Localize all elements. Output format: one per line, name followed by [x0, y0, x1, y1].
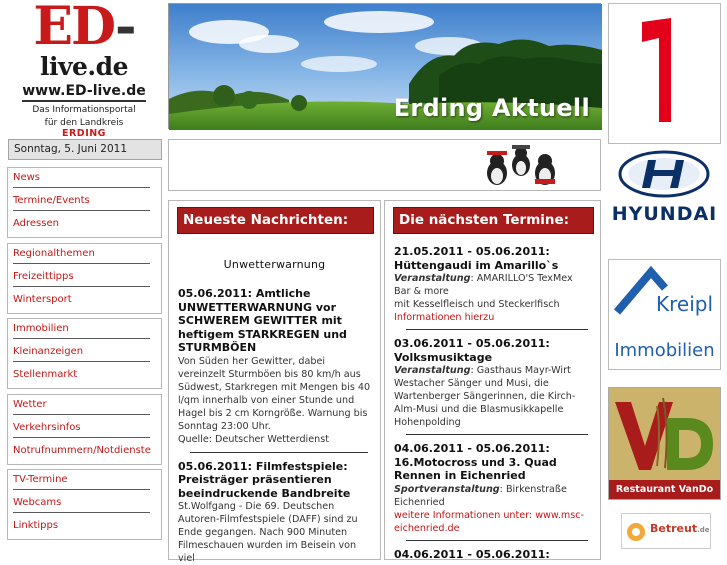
event-item[interactable] [394, 337, 591, 429]
hyundai-logo-icon [608, 148, 721, 203]
logo-live: live.de [8, 54, 160, 80]
site-logo[interactable] [8, 2, 160, 134]
nav-item-wetter[interactable]: Wetter [8, 395, 161, 418]
event-title[interactable]: 04.06.2011 - 05.06.2011: 16.Motocross und 3. Quad Rennen in Eichenried [394, 442, 591, 483]
event-title[interactable]: 04.06.2011 - 05.06.2011: [394, 548, 591, 562]
nav-item-news[interactable]: News [8, 168, 161, 191]
news-item-text: St.Wolfgang - Die 69. Deutschen Autoren-Filmfestspiele (DAFF) sind zu Ende gegangen. Nach 900 Minuten Filmeschauen wurden im Beisein von viel [178, 500, 371, 565]
nav-item-adressen[interactable]: Adressen [8, 214, 161, 237]
event-title[interactable]: 21.05.2011 - 05.06.2011: Hüttengaudi im Amarillo`s [394, 245, 591, 272]
vando-label: Restaurant VanDo [609, 480, 720, 499]
svg-text:1: 1 [652, 121, 653, 123]
news-section-heading: Unwetterwarnung [178, 258, 371, 271]
one-logo-icon [609, 4, 722, 145]
ad-betreut[interactable] [621, 513, 711, 549]
news-item-title[interactable]: 05.06.2011: Filmfestspiele: Preisträger präsentieren beeindruckende Bandbreite [178, 460, 371, 501]
kreipl-subtitle: Immobilien [609, 340, 720, 361]
logo-brand: ED- [8, 2, 160, 52]
event-title[interactable]: 03.06.2011 - 05.06.2011: Volksmusiktage [394, 337, 591, 364]
news-item-text: Von Süden her Gewitter, dabei vereinzelt Sturmböen bis 80 km/h aus Südwest, Starkregen mit Mengen bis 40 l/qm innerhalb von einer Stunde und Hagel bis 2 cm Korngröße. Warnung bis Sonntag 23:00 Uhr. [178, 355, 371, 433]
nav-item-notrufnummern[interactable]: Notrufnummern/Notdienste [8, 441, 161, 464]
nav-item-stellenmarkt[interactable]: Stellenmarkt [8, 365, 161, 388]
news-column [168, 200, 381, 560]
nav-item-termine-events[interactable]: Termine/Events [8, 191, 161, 214]
nav-item-immobilien[interactable]: Immobilien [8, 319, 161, 342]
nav-item-wintersport[interactable]: Wintersport [8, 290, 161, 313]
nav-item-verkehrsinfos[interactable]: Verkehrsinfos [8, 418, 161, 441]
ad-strip[interactable] [168, 139, 601, 191]
event-venue: Veranstaltung: Gasthaus Mayr-Wirt [394, 364, 591, 377]
event-description: mit Kesselfleisch und Steckerlfisch [394, 298, 591, 311]
current-date: Sonntag, 5. Juni 2011 [8, 139, 162, 160]
nav-item-regionalthemen[interactable]: Regionalthemen [8, 244, 161, 267]
betreut-wordmark: Betreut.de [650, 522, 710, 535]
nav-group-services [7, 394, 162, 465]
banner-title: Erding Aktuell [394, 94, 590, 122]
divider [406, 540, 588, 541]
nav-item-linktipps[interactable]: Linktipps [8, 516, 161, 539]
event-item[interactable] [394, 442, 591, 535]
nav-item-freizeittipps[interactable]: Freizeittipps [8, 267, 161, 290]
event-item[interactable] [394, 548, 591, 562]
event-venue: Sportveranstaltung: Birkenstraße Eichenried [394, 483, 591, 509]
logo-town: ERDING [8, 128, 160, 139]
news-item-title[interactable]: 05.06.2011: Amtliche UNWETTERWARNUNG vor SCHWEREM GEWITTER mit heftigem STARKREGEN und STURMBÖEN [178, 287, 371, 355]
news-item[interactable] [178, 287, 371, 446]
nav-item-webcams[interactable]: Webcams [8, 493, 161, 516]
event-description: Westacher Sänger und Musi, die Wartenberger Sängerinnen, die Kirch-Alm-Musi und die Blasmusikkapelle Hohenpolding [394, 377, 591, 429]
event-info-link[interactable]: weitere Informationen unter: www.msc-eichenried.de [394, 509, 591, 535]
event-item[interactable] [394, 245, 591, 324]
nav-item-kleinanzeigen[interactable]: Kleinanzeigen [8, 342, 161, 365]
kreipl-name: Kreipl [656, 292, 713, 316]
ad-kreipl-immobilien[interactable] [608, 259, 721, 370]
logo-tagline-1: Das Informationsportal [8, 105, 160, 115]
nav-group-media [7, 469, 162, 540]
news-item[interactable] [178, 460, 371, 565]
logo-url: www.ED-live.de [22, 83, 146, 102]
divider [406, 434, 588, 435]
ad-hyundai[interactable] [608, 148, 721, 233]
events-column [384, 200, 601, 560]
nav-group-regional [7, 243, 162, 314]
penguin-mascots-icon [481, 143, 561, 189]
ad-restaurant-vando[interactable] [608, 387, 721, 500]
header-banner [168, 3, 601, 129]
logo-tagline-2: für den Landkreis [8, 118, 160, 128]
events-header: Die nächsten Termine: [393, 207, 594, 234]
nav-group-news [7, 167, 162, 238]
event-info-link[interactable]: Informationen hierzu [394, 311, 591, 324]
event-venue: Veranstaltung: AMARILLO'S TexMex Bar & more [394, 272, 591, 298]
ad-one-and-one[interactable] [608, 3, 721, 144]
divider [406, 329, 588, 330]
news-item-source: Quelle: Deutscher Wetterdienst [178, 433, 371, 446]
divider [190, 452, 368, 453]
news-header: Neueste Nachrichten: [177, 207, 374, 234]
nav-group-markets [7, 318, 162, 389]
vando-logo-icon [609, 388, 720, 482]
nav-item-tv-termine[interactable]: TV-Termine [8, 470, 161, 493]
hyundai-wordmark: HYUNDAI [608, 203, 721, 225]
